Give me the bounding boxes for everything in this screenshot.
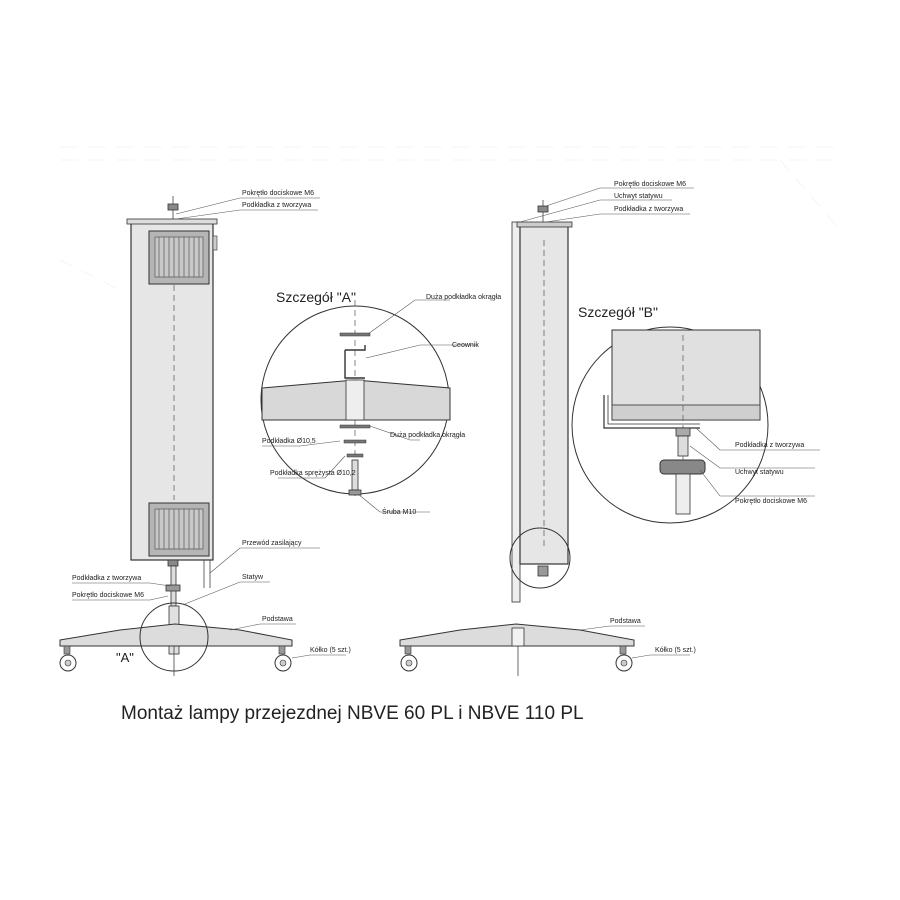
label-screw-m10: Śruba M10: [382, 509, 417, 516]
label-big-washer-bottom: Duża podkładka okrągła: [390, 432, 466, 439]
detail-a-drawing: [261, 300, 478, 512]
top-knob-icon: [168, 204, 178, 210]
label-washer-b: Podkładka z tworzywa: [735, 442, 805, 449]
detail-a-title: Szczegół "A": [276, 289, 356, 305]
label-wheel-right: Kółko (5 szt.): [655, 647, 696, 654]
label-knob-top-right: Pokrętło dociskowe M6: [614, 181, 686, 188]
detail-b-title: Szczegół "B": [578, 304, 658, 320]
page-title: Montaż lampy przejezdnej NBVE 60 PL i NBVE 110 PL: [121, 703, 584, 724]
right-wheels: [401, 646, 632, 671]
label-stand: Statyw: [242, 574, 264, 581]
label-holder-b: Uchwyt statywu: [735, 469, 784, 476]
detail-a-callout: "A": [116, 650, 134, 665]
label-cable: Przewód zasilający: [242, 540, 302, 547]
label-washer-top-right: Podkładka z tworzywa: [614, 206, 684, 213]
right-top-knob-icon: [538, 206, 548, 212]
label-washer-105: Podkładka Ø10,5: [262, 438, 316, 445]
label-channel: Ceownik: [452, 342, 479, 349]
label-wheel-left: Kółko (5 szt.): [310, 647, 351, 654]
label-base-left: Podstawa: [262, 616, 293, 623]
left-base: [60, 624, 292, 646]
label-holder-top-right: Uchwyt statywu: [614, 193, 663, 200]
label-big-washer-top: Duża podkładka okrągła: [426, 294, 502, 301]
label-knob-b: Pokrętło dociskowe M6: [735, 498, 807, 505]
detail-b-drawing: [572, 327, 820, 523]
label-base-right: Podstawa: [610, 618, 641, 625]
label-washer-top-left: Podkładka z tworzywa: [242, 202, 312, 209]
label-spring-washer: Podkładka sprężysta Ø10,2: [270, 470, 356, 477]
label-washer-bottom-left: Podkładka z tworzywa: [72, 575, 142, 582]
label-knob-bottom-left: Pokrętło dociskowe M6: [72, 592, 144, 599]
left-lamp-view: [60, 196, 346, 676]
label-knob-top-left: Pokrętło dociskowe M6: [242, 190, 314, 197]
